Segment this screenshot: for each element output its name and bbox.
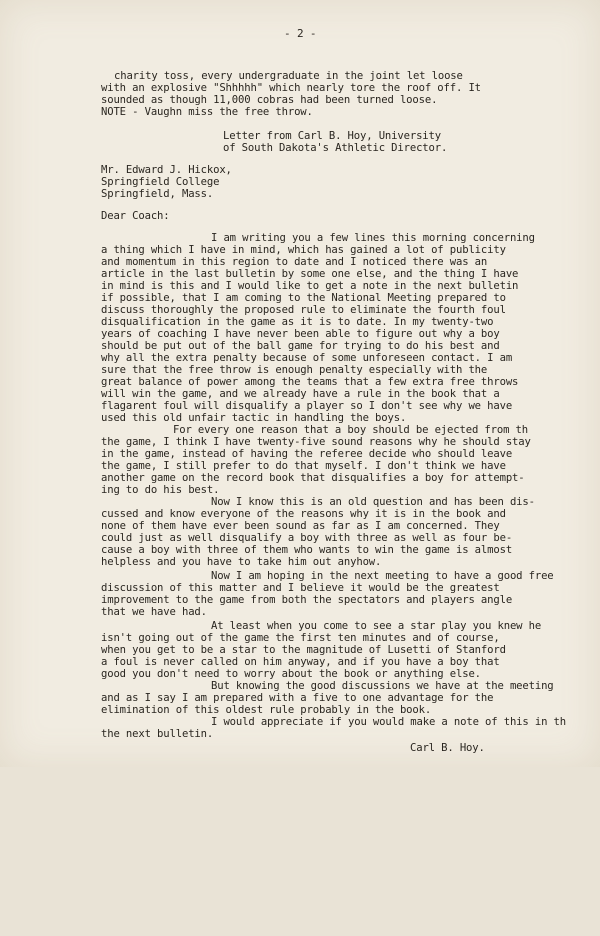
addressee-line: Springfield, Mass. bbox=[101, 188, 214, 200]
body-line: I am writing you a few lines this morning concerning bbox=[211, 232, 535, 244]
body-line: great balance of power among the teams that a few extra free throws bbox=[101, 376, 519, 388]
body-line: the next bulletin. bbox=[101, 728, 214, 740]
body-line: that we have had. bbox=[101, 606, 207, 618]
addressee-line: Springfield College bbox=[101, 176, 220, 188]
addressee-line: Mr. Edward J. Hickox, bbox=[101, 164, 232, 176]
body-line: used this old unfair tactic in handling the boys. bbox=[101, 412, 407, 424]
intro-line: with an explosive "Shhhhh" which nearly tore the roof off. It bbox=[101, 82, 481, 94]
body-line: could just as well disqualify a boy with three as well as four be- bbox=[101, 532, 513, 544]
body-line: cause a boy with three of them who wants to win the game is almost bbox=[101, 544, 513, 556]
body-line: helpless and you have to take him out anyhow. bbox=[101, 556, 382, 568]
body-line: ing to do his best. bbox=[101, 484, 220, 496]
body-line: disqualification in the game as it is to date. In my twenty-two bbox=[101, 316, 494, 328]
intro-line: charity toss, every undergraduate in the joint let loose bbox=[114, 70, 463, 82]
body-line: the game, I think I have twenty-five sound reasons why he should stay bbox=[101, 436, 531, 448]
body-line: if possible, that I am coming to the National Meeting prepared to bbox=[101, 292, 506, 304]
body-line: Now I am hoping in the next meeting to have a good free bbox=[211, 570, 554, 582]
body-line: sure that the free throw is enough penalty especially with the bbox=[101, 364, 488, 376]
body-line: article in the last bulletin by some one else, and the thing I have bbox=[101, 268, 519, 280]
body-line: improvement to the game from both the spectators and players angle bbox=[101, 594, 513, 606]
body-line: in the game, instead of having the referee decide who should leave bbox=[101, 448, 513, 460]
body-line: isn't going out of the game the first ten minutes and of course, bbox=[101, 632, 500, 644]
body-line: and momentum in this region to date and I noticed there was an bbox=[101, 256, 488, 268]
body-line: none of them have ever been sound as far as I am concerned. They bbox=[101, 520, 500, 532]
body-line: But knowing the good discussions we have at the meeting bbox=[211, 680, 554, 692]
letter-heading bbox=[0, 130, 600, 204]
body-line: discussion of this matter and I believe it would be the greatest bbox=[101, 582, 500, 594]
body-line: flagarent foul will disqualify a player so I don't see why we have bbox=[101, 400, 513, 412]
body-line: At least when you come to see a star play you knew he bbox=[211, 620, 542, 632]
body-line: Now I know this is an old question and has been dis- bbox=[211, 496, 535, 508]
letter-heading-line: Letter from Carl B. Hoy, University bbox=[223, 130, 441, 142]
salutation: Dear Coach: bbox=[101, 210, 170, 222]
body-line: I would appreciate if you would make a note of this in th bbox=[211, 716, 566, 728]
body-line: when you get to be a star to the magnitude of Lusetti of Stanford bbox=[101, 644, 506, 656]
page-number: - 2 - bbox=[284, 27, 317, 40]
body-line: good you don't need to worry about the book or anything else. bbox=[101, 668, 481, 680]
body-line: a foul is never called on him anyway, and if you have a boy that bbox=[101, 656, 500, 668]
intro-paragraph bbox=[0, 48, 600, 120]
body-line: should be put out of the ball game for trying to do his best and bbox=[101, 340, 500, 352]
body-line: in mind is this and I would like to get a note in the next bulletin bbox=[101, 280, 519, 292]
body-line: elimination of this oldest rule probably in the book. bbox=[101, 704, 432, 716]
body-line: will win the game, and we already have a rule in the book that a bbox=[101, 388, 500, 400]
body-line: discuss thoroughly the proposed rule to eliminate the fourth foul bbox=[101, 304, 506, 316]
body-line: For every one reason that a boy should be ejected from th bbox=[173, 424, 528, 436]
body-line: cussed and know everyone of the reasons why it is in the book and bbox=[101, 508, 506, 520]
body-line: the game, I still prefer to do that myself. I don't think we have bbox=[101, 460, 506, 472]
body-line: and as I say I am prepared with a five to one advantage for the bbox=[101, 692, 494, 704]
body-line: a thing which I have in mind, which has gained a lot of publicity bbox=[101, 244, 506, 256]
body-line: another game on the record book that disqualifies a boy for attempt- bbox=[101, 472, 525, 484]
letter-heading-line: of South Dakota's Athletic Director. bbox=[223, 142, 448, 154]
body-line: why all the extra penalty because of some unforeseen contact. I am bbox=[101, 352, 513, 364]
letter-body bbox=[0, 232, 600, 888]
intro-line: NOTE - Vaughn miss the free throw. bbox=[101, 106, 313, 118]
intro-line: sounded as though 11,000 cobras had been turned loose. bbox=[101, 94, 438, 106]
signature: Carl B. Hoy. bbox=[410, 742, 485, 754]
body-line: years of coaching I have never been able to figure out why a boy bbox=[101, 328, 500, 340]
